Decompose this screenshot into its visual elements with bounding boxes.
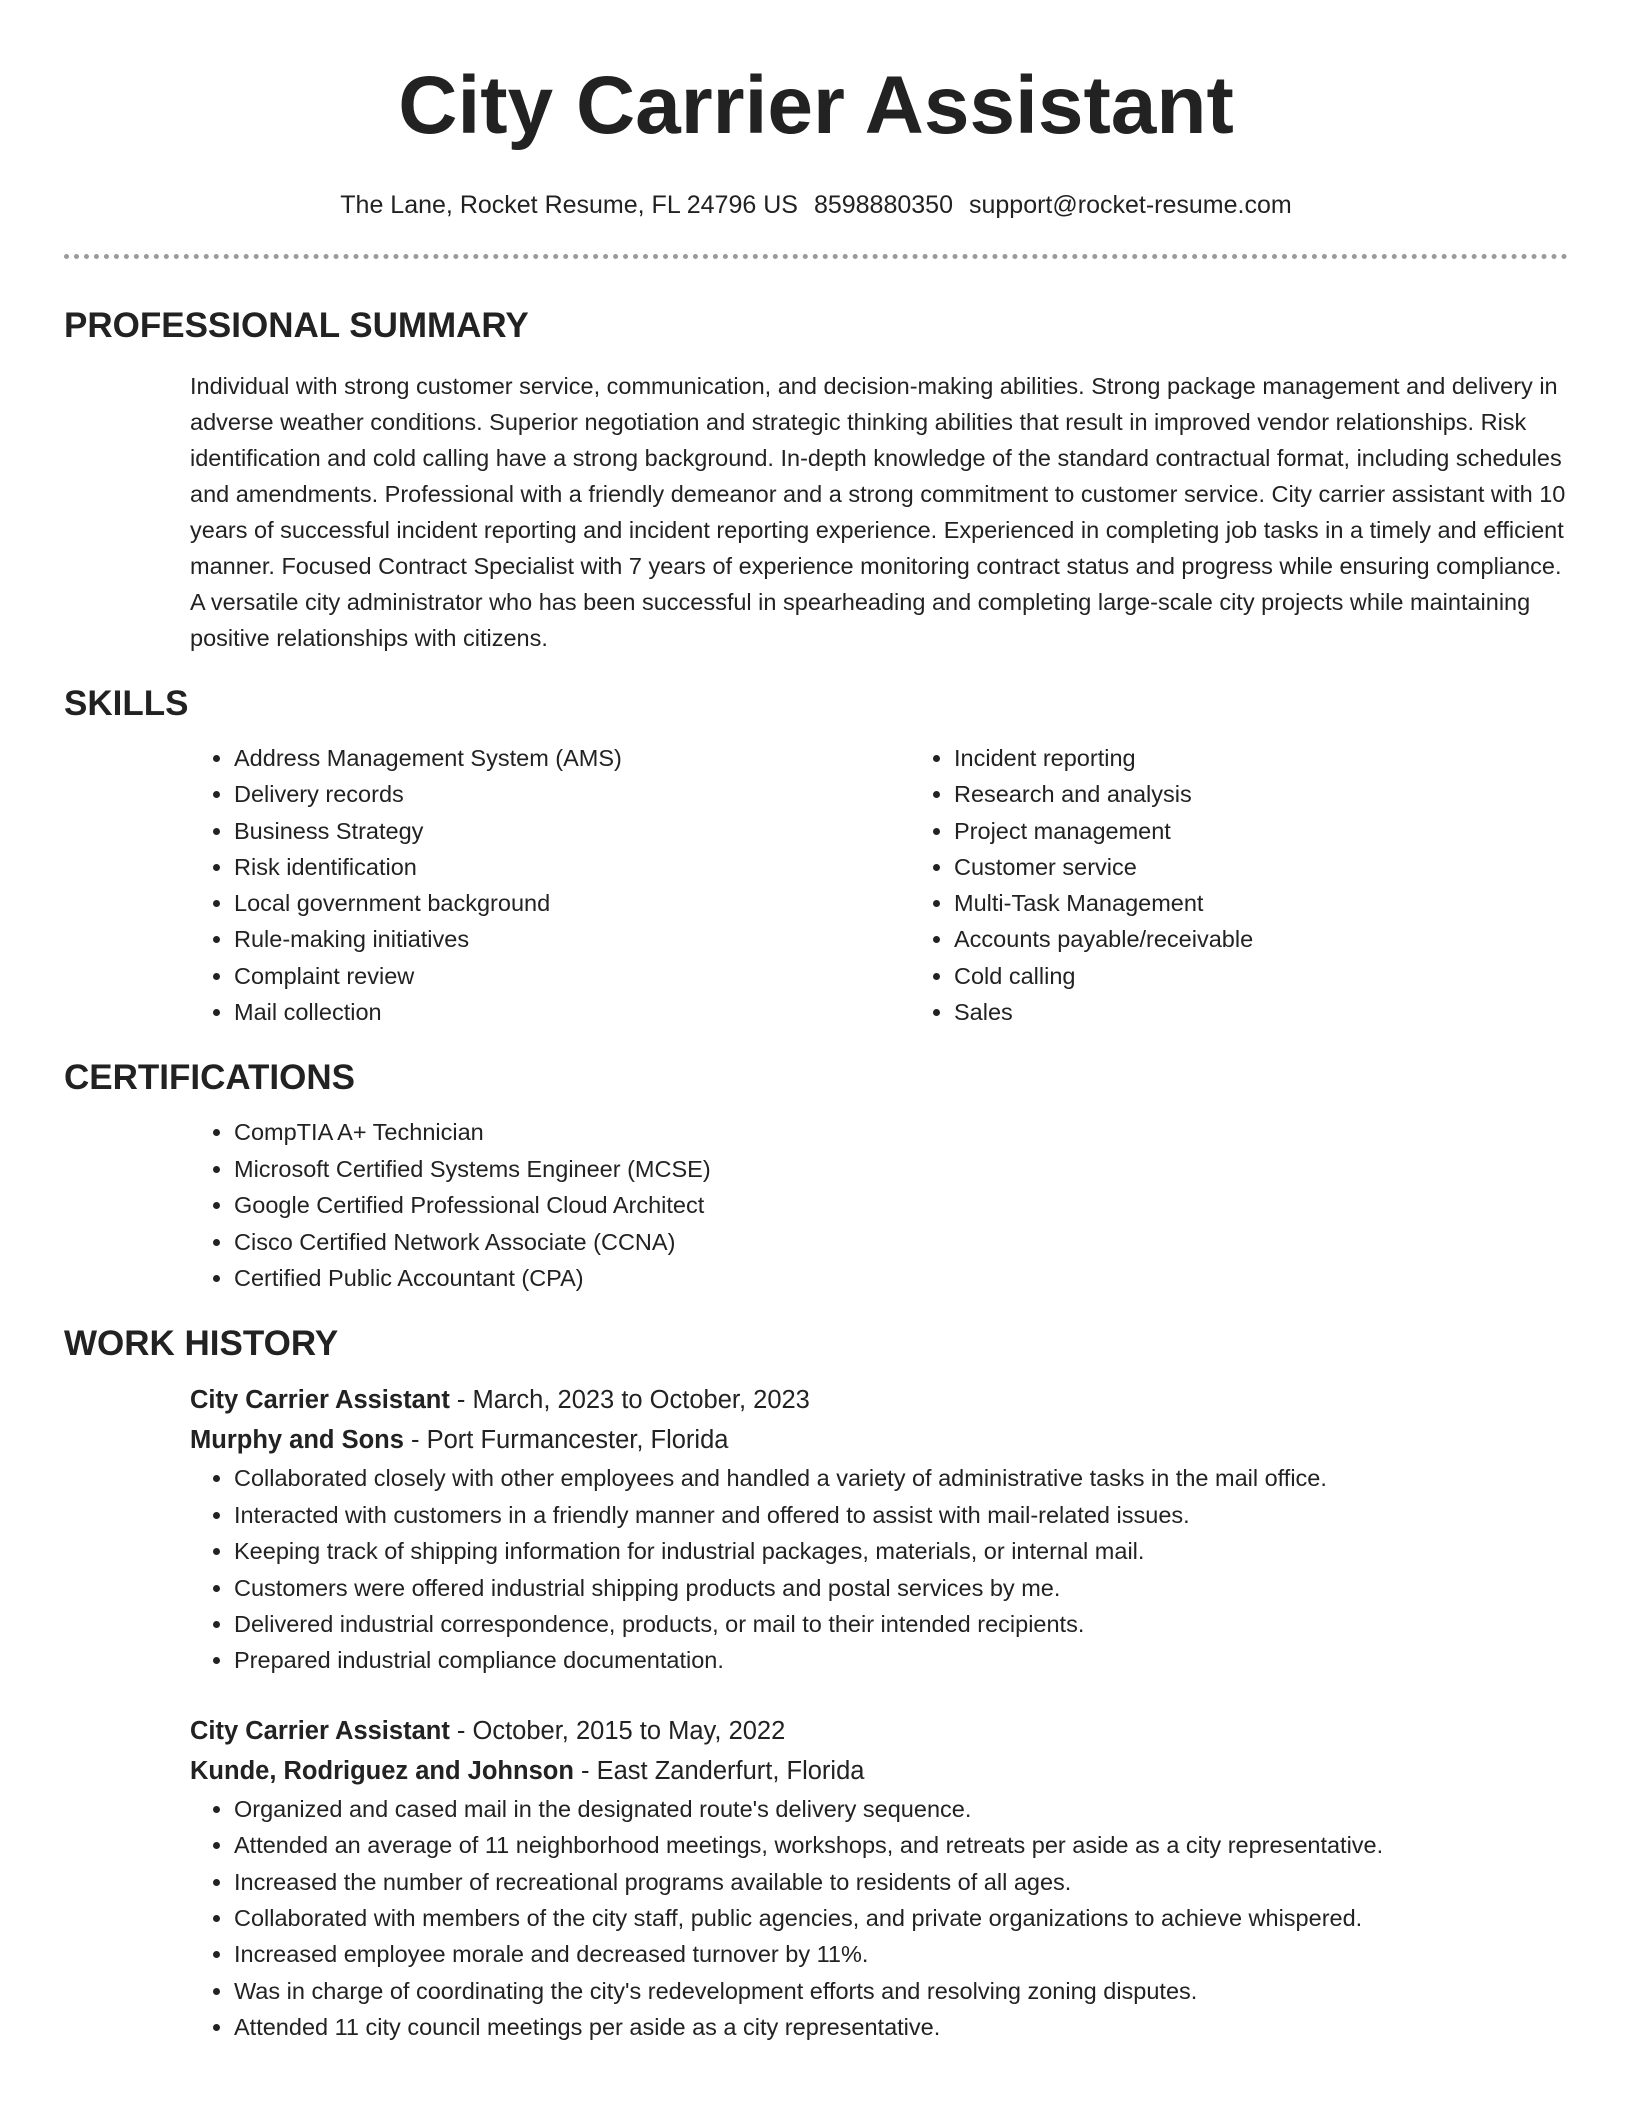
job-title-line bbox=[190, 1711, 1632, 1751]
skill-item: • Business Strategy bbox=[234, 813, 914, 849]
certifications-list bbox=[0, 1114, 1632, 1296]
job-bullet: • Customers were offered industrial shipping products and postal services by me. bbox=[234, 1570, 1632, 1606]
job-bullet: • Increased employee morale and decreased turnover by 11%. bbox=[234, 1936, 1632, 1972]
job-title-line bbox=[190, 1380, 1632, 1420]
skill-item: • Incident reporting bbox=[954, 740, 1253, 776]
job-entry bbox=[0, 1380, 1632, 1678]
summary-title: PROFESSIONAL SUMMARY bbox=[64, 306, 529, 345]
skill-item: • Multi-Task Management bbox=[954, 885, 1253, 921]
skills-section bbox=[0, 682, 1632, 1030]
job-bullet: • Was in charge of coordinating the city's redevelopment efforts and resolving zoning disputes. bbox=[234, 1973, 1632, 2009]
job-bullets bbox=[0, 1460, 1632, 1678]
job-bullet: • Increased the number of recreational programs available to residents of all ages. bbox=[234, 1864, 1632, 1900]
skills-list-left bbox=[0, 740, 914, 1030]
work-history-title: WORK HISTORY bbox=[64, 1324, 339, 1364]
contact-line bbox=[0, 190, 1632, 220]
job-company: Murphy and Sons bbox=[190, 1426, 404, 1455]
job-company-line bbox=[190, 1751, 1632, 1791]
job-role: City Carrier Assistant bbox=[190, 1386, 450, 1415]
job-bullet: • Keeping track of shipping information for industrial packages, materials, or internal mail. bbox=[234, 1533, 1632, 1569]
job-company-line bbox=[190, 1420, 1632, 1460]
header-divider bbox=[64, 254, 1568, 259]
job-bullet: • Interacted with customers in a friendly manner and offered to assist with mail-related issues. bbox=[234, 1497, 1632, 1533]
job-dates: - October, 2015 to May, 2022 bbox=[449, 1716, 786, 1745]
contact-email: support@rocket-resume.com bbox=[968, 191, 1292, 219]
job-bullet: • Collaborated with members of the city staff, public agencies, and private organizations to achieve whispered. bbox=[234, 1900, 1632, 1936]
contact-address: The Lane, Rocket Resume, FL 24796 US bbox=[340, 191, 798, 219]
summary-section bbox=[0, 304, 1632, 656]
certifications-section bbox=[0, 1056, 1632, 1296]
candidate-name: City Carrier Assistant bbox=[398, 60, 1234, 151]
summary-text: Individual with strong customer service, communication, and decision-making abilities. Strong package management and delivery in adverse weather conditions. Superior negotiation and strategic thinking abilities that result in improved vendor relationships. Risk identification and cold calling have a strong background. In-depth knowledge of the standard contractual format, including schedules and amendments. Professional with a friendly demeanor and a strong commitment to customer service. City carrier assistant with 10 years of successful incident reporting and incident reporting experience. Experienced in completing job tasks in a timely and efficient manner. Focused Contract Specialist with 7 years of experience monitoring contract status and progress while ensuring compliance. A versatile city administrator who has been successful in spearheading and completing large-scale city projects while maintaining positive relationships with citizens. bbox=[190, 373, 1566, 651]
certification-item: • Cisco Certified Network Associate (CCNA) bbox=[234, 1224, 1632, 1260]
skill-item: • Risk identification bbox=[234, 849, 914, 885]
job-bullet: • Attended an average of 11 neighborhood meetings, workshops, and retreats per aside as a city representative. bbox=[234, 1827, 1632, 1863]
certifications-title: CERTIFICATIONS bbox=[64, 1058, 356, 1098]
skill-item: • Rule-making initiatives bbox=[234, 921, 914, 957]
job-bullet: • Delivered industrial correspondence, products, or mail to their intended recipients. bbox=[234, 1606, 1632, 1642]
skill-item: • Project management bbox=[954, 813, 1253, 849]
skill-item: • Address Management System (AMS) bbox=[234, 740, 914, 776]
job-location: - Port Furmancester, Florida bbox=[403, 1426, 729, 1455]
skills-title: SKILLS bbox=[64, 684, 189, 723]
job-bullet: • Attended 11 city council meetings per aside as a city representative. bbox=[234, 2009, 1632, 2045]
job-location: - East Zanderfurt, Florida bbox=[573, 1756, 865, 1785]
skill-item: • Complaint review bbox=[234, 958, 914, 994]
job-bullet: • Collaborated closely with other employees and handled a variety of administrative tasks in the mail office. bbox=[234, 1460, 1632, 1496]
job-company: Kunde, Rodriguez and Johnson bbox=[190, 1756, 574, 1785]
skill-item: • Local government background bbox=[234, 885, 914, 921]
job-bullet: • Organized and cased mail in the designated route's delivery sequence. bbox=[234, 1791, 1632, 1827]
skill-item: • Customer service bbox=[954, 849, 1253, 885]
certification-item: • Microsoft Certified Systems Engineer (MCSE) bbox=[234, 1151, 1632, 1187]
skill-item: • Delivery records bbox=[234, 776, 914, 812]
skill-item: • Accounts payable/receivable bbox=[954, 921, 1253, 957]
job-role: City Carrier Assistant bbox=[190, 1716, 450, 1745]
skills-list-right bbox=[914, 740, 1253, 1030]
certification-item: • Certified Public Accountant (CPA) bbox=[234, 1260, 1632, 1296]
skill-item: • Mail collection bbox=[234, 994, 914, 1030]
contact-phone: 8598880350 bbox=[813, 191, 953, 219]
certification-item: • CompTIA A+ Technician bbox=[234, 1114, 1632, 1150]
job-bullet: • Prepared industrial compliance documentation. bbox=[234, 1642, 1632, 1678]
job-bullets bbox=[0, 1791, 1632, 2046]
skill-item: • Research and analysis bbox=[954, 776, 1253, 812]
work-history-section bbox=[0, 1322, 1632, 2045]
skill-item: • Sales bbox=[954, 994, 1253, 1030]
job-entry bbox=[0, 1711, 1632, 2046]
certification-item: • Google Certified Professional Cloud Architect bbox=[234, 1187, 1632, 1223]
job-dates: - March, 2023 to October, 2023 bbox=[449, 1386, 810, 1415]
skill-item: • Cold calling bbox=[954, 958, 1253, 994]
skills-columns bbox=[0, 740, 1632, 1030]
